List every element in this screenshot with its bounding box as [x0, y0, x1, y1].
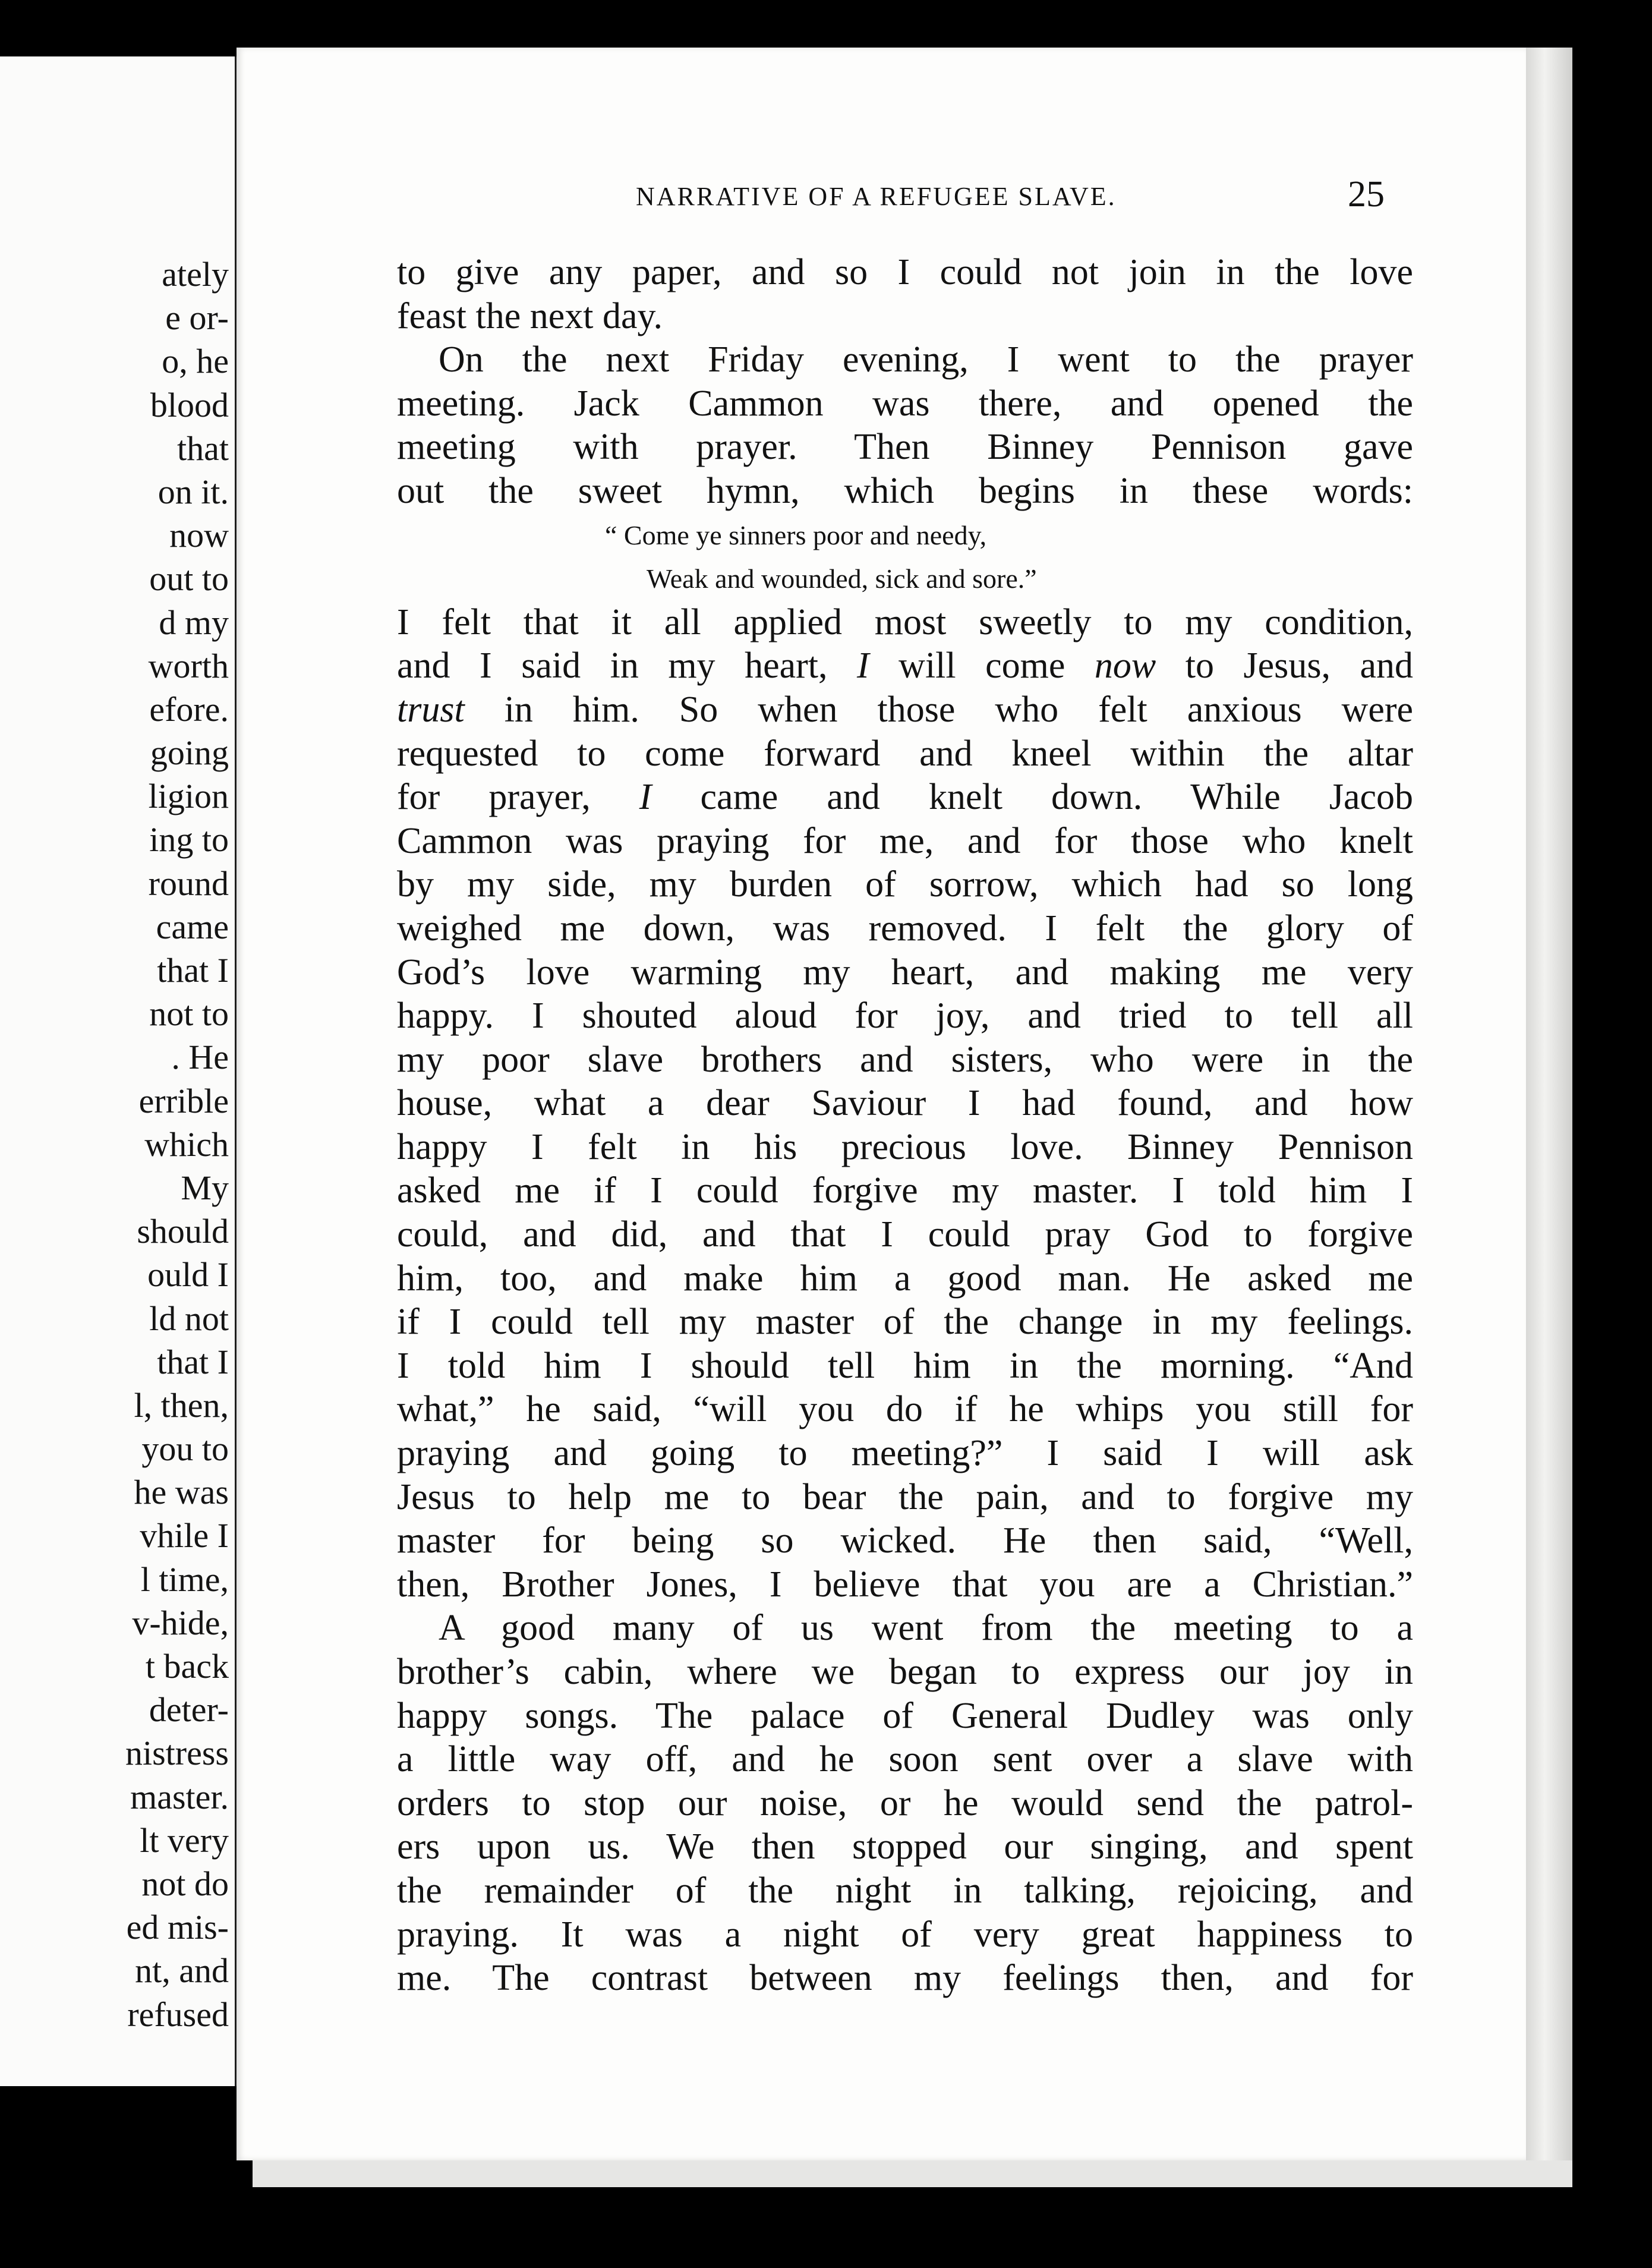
left-page-line: blood	[150, 385, 229, 424]
left-page-line: d my	[159, 603, 229, 642]
text-line: me. The contrast between my feelings then, and for	[397, 1958, 1413, 1999]
text-line: brother’s cabin, where we began to express our joy in	[397, 1652, 1413, 1692]
left-page-line: ld not	[149, 1299, 229, 1338]
text-line: Jesus to help me to bear the pain, and to forgive my	[397, 1476, 1413, 1517]
text-line: and I said in my heart, I will come now to Jesus, and	[397, 645, 1413, 686]
page-bottom-edge	[253, 2160, 1572, 2187]
left-page-line: o, he	[162, 342, 229, 381]
left-page-line: efore.	[149, 689, 229, 729]
text-line: house, what a dear Saviour I had found, and how	[397, 1083, 1413, 1124]
left-page-line: v-hide,	[132, 1603, 229, 1642]
text-line: meeting with prayer. Then Binney Pennison gave	[397, 427, 1413, 468]
left-page-line: l, then,	[134, 1385, 229, 1425]
left-page-line: going	[150, 733, 229, 773]
text-line: ers upon us. We then stopped our singing, and spent	[397, 1826, 1413, 1867]
text-line: Cammon was praying for me, and for those who knelt	[397, 820, 1413, 861]
text-line: out the sweet hymn, which begins in these words:	[397, 470, 1413, 511]
left-page-line: l time,	[140, 1560, 229, 1599]
text-line: orders to stop our noise, or he would send the patrol-	[397, 1782, 1413, 1823]
left-page-line: not do	[141, 1864, 229, 1903]
text-line: happy songs. The palace of General Dudley was only	[397, 1695, 1413, 1736]
text-line: for prayer, I came and knelt down. While Jacob	[397, 777, 1413, 818]
text-line: happy. I shouted aloud for joy, and tried to tell all	[397, 996, 1413, 1037]
text-line: feast the next day.	[397, 295, 663, 336]
left-page-line: that I	[157, 1342, 229, 1381]
text-line: praying and going to meeting?” I said I will ask	[397, 1433, 1413, 1474]
text-line: I felt that it all applied most sweetly to my condition,	[397, 601, 1413, 642]
text-line: could, and did, and that I could pray God to forgive	[397, 1214, 1413, 1255]
hymn-verse-line: “ Come ye sinners poor and needy,	[605, 519, 987, 550]
left-page-line: which	[144, 1124, 229, 1164]
text-line: a little way off, and he soon sent over a slave with	[397, 1739, 1413, 1780]
left-page-line: lt very	[140, 1820, 229, 1860]
text-line: by my side, my burden of sorrow, which had so long	[397, 864, 1413, 905]
left-page-line: nistress	[125, 1734, 229, 1773]
left-page-line: vhile I	[140, 1516, 229, 1555]
text-line: the remainder of the night in talking, rejoicing, and	[397, 1870, 1413, 1911]
text-line: to give any paper, and so I could not join in the love	[397, 252, 1413, 292]
body-text	[397, 251, 1413, 2001]
left-page-line: on it.	[157, 472, 229, 511]
page-edge	[1526, 48, 1572, 2187]
text-line: meeting. Jack Cammon was there, and opened the	[397, 383, 1413, 424]
text-line: if I could tell my master of the change in my feelings.	[397, 1302, 1413, 1343]
left-page-line: e or-	[165, 298, 229, 338]
left-page-line: out to	[149, 559, 229, 598]
left-page-line: errible	[138, 1081, 229, 1120]
left-page-line: . He	[171, 1038, 229, 1077]
left-page-line: ould I	[147, 1255, 229, 1294]
left-page-line: ately	[162, 255, 229, 294]
left-page-line: that	[177, 429, 229, 468]
left-page-line: not to	[149, 994, 229, 1034]
text-line: requested to come forward and kneel within the altar	[397, 733, 1413, 774]
text-line: happy I felt in his precious love. Binney Pennison	[397, 1126, 1413, 1167]
text-line: A good many of us went from the meeting to a	[439, 1608, 1413, 1649]
left-page-line: t back	[145, 1647, 229, 1686]
left-page-line: ed mis-	[126, 1908, 229, 1947]
text-line: praying. It was a night of very great happiness to	[397, 1914, 1413, 1955]
hymn-verse-line: Weak and wounded, sick and sore.”	[647, 563, 1037, 594]
text-line: I told him I should tell him in the morning. “And	[397, 1345, 1413, 1386]
page-number: 25	[1348, 174, 1385, 215]
left-facing-page	[0, 56, 235, 2086]
left-page-line: now	[169, 516, 229, 555]
text-line: asked me if I could forgive my master. I told him I	[397, 1170, 1413, 1211]
left-page-line: came	[156, 907, 229, 946]
left-page-line: should	[137, 1212, 229, 1251]
text-line: my poor slave brothers and sisters, who were in the	[397, 1039, 1413, 1080]
left-page-line: you to	[141, 1429, 229, 1469]
left-page-line: deter-	[149, 1690, 229, 1730]
left-page-line: My	[181, 1168, 229, 1207]
text-line: what,” he said, “will you do if he whips you still for	[397, 1389, 1413, 1430]
text-line: God’s love warming my heart, and making me very	[397, 952, 1413, 993]
text-line: On the next Friday evening, I went to the prayer	[439, 339, 1413, 380]
running-head: NARRATIVE OF A REFUGEE SLAVE.	[636, 182, 1117, 211]
left-page-line: ing to	[149, 820, 229, 859]
left-page-line: round	[148, 864, 229, 903]
left-page-line: he was	[134, 1473, 229, 1512]
text-line: master for being so wicked. He then said, “Well,	[397, 1520, 1413, 1561]
left-page-line: nt, and	[135, 1951, 229, 1990]
left-page-line: ligion	[148, 777, 229, 816]
left-page-line: that I	[157, 951, 229, 990]
left-page-line: refused	[127, 1995, 229, 2034]
text-line: weighed me down, was removed. I felt the glory of	[397, 908, 1413, 949]
left-page-line: master.	[130, 1777, 229, 1816]
text-line: then, Brother Jones, I believe that you are a Christian.”	[397, 1564, 1413, 1605]
left-page-line: worth	[148, 646, 229, 685]
text-line: trust in him. So when those who felt anxious were	[397, 689, 1413, 730]
text-line: him, too, and make him a good man. He asked me	[397, 1258, 1413, 1299]
left-page-text	[125, 253, 229, 2036]
